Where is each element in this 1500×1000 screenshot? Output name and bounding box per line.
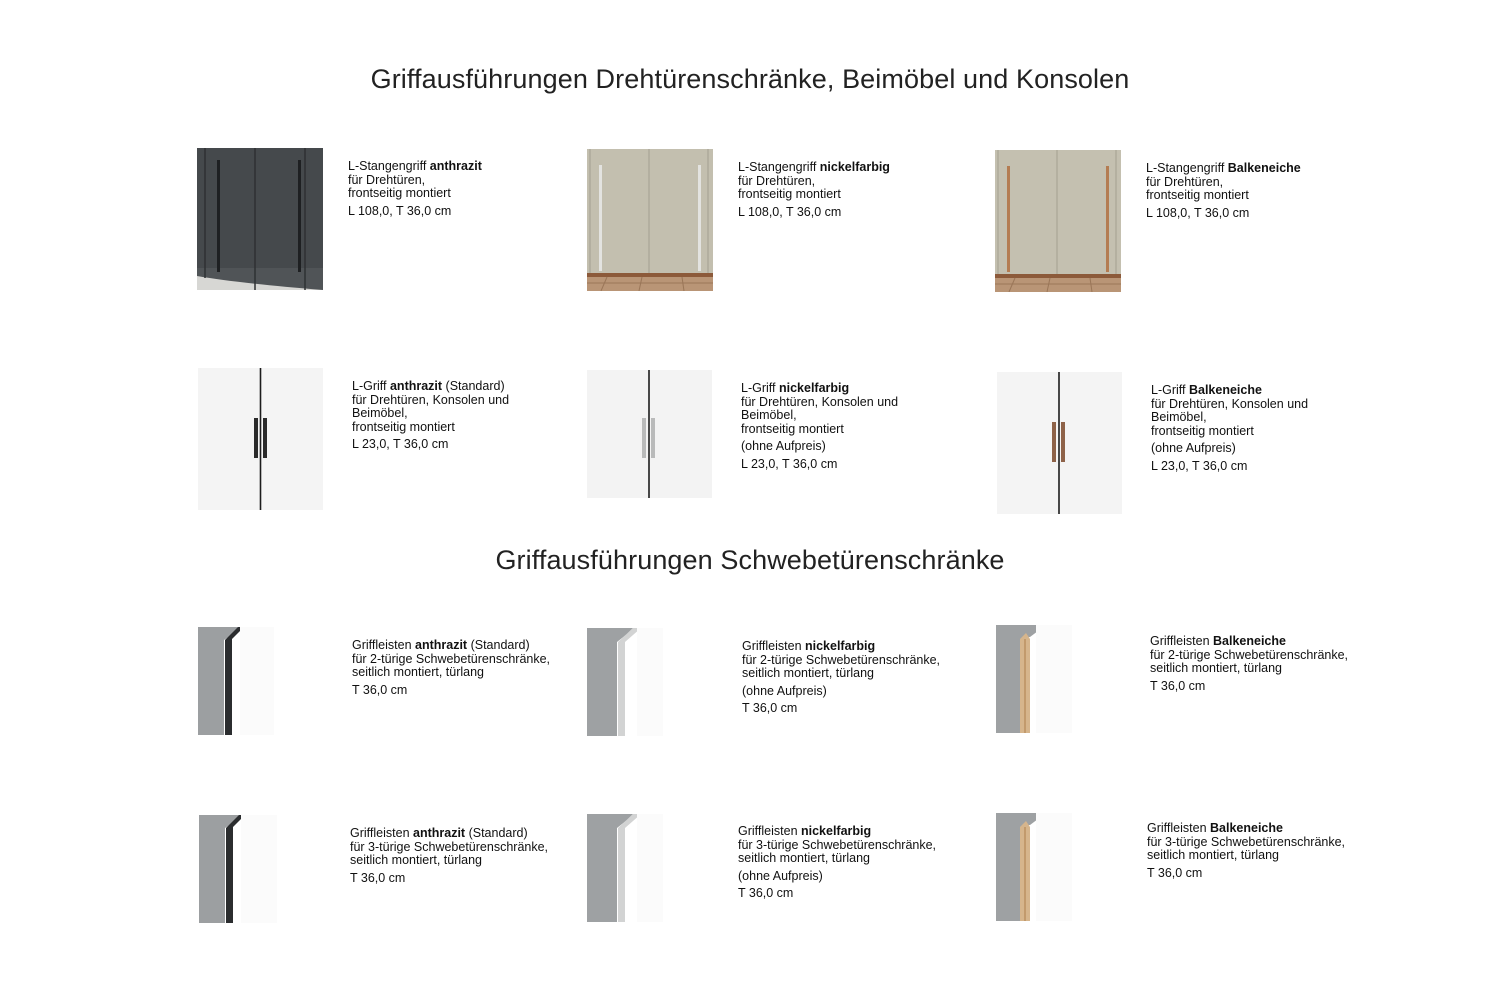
item-description bbox=[350, 827, 548, 885]
item-mounting: frontseitig montiert bbox=[738, 187, 841, 201]
item-usage: für 2-türige Schwebetürenschränke, bbox=[1150, 647, 1349, 662]
item-type: Griffleisten bbox=[350, 826, 413, 840]
l-bar-handle-nickelfarbig-icon bbox=[587, 149, 713, 291]
l-handle-balkeneiche-image bbox=[997, 372, 1122, 514]
item-description bbox=[1151, 384, 1308, 473]
item-usage: für Drehtüren, Konsolen und bbox=[741, 394, 899, 409]
item-finish: nickelfarbig bbox=[801, 824, 872, 838]
item-mounting: seitlich montiert, türlang bbox=[1150, 661, 1283, 675]
item-price-note: (ohne Aufpreis) bbox=[741, 439, 826, 453]
item-dimensions: T 36,0 cm bbox=[350, 870, 406, 885]
l-handle-nickelfarbig-image bbox=[587, 370, 712, 498]
item-finish: nickelfarbig bbox=[819, 160, 890, 174]
item-suffix: (Standard) bbox=[467, 638, 530, 652]
item-usage: für 2-türige Schwebetürenschränke, bbox=[352, 651, 551, 666]
item-description bbox=[738, 161, 890, 219]
item-type: Griffleisten bbox=[738, 824, 801, 838]
item-finish: nickelfarbig bbox=[805, 639, 876, 653]
grip-strip-nickelfarbig-icon bbox=[587, 628, 663, 736]
item-finish: anthrazit bbox=[389, 379, 443, 393]
item-mounting: seitlich montiert, türlang bbox=[1147, 848, 1280, 862]
item-suffix: (Standard) bbox=[465, 826, 528, 840]
item-mounting: frontseitig montiert bbox=[348, 186, 451, 200]
item-description bbox=[742, 640, 940, 716]
l-handle-anthrazit-icon bbox=[198, 368, 323, 510]
grip-strip-anthrazit-image bbox=[199, 815, 277, 923]
item-type: Griffleisten bbox=[742, 639, 805, 653]
item-mounting: seitlich montiert, türlang bbox=[350, 853, 483, 867]
item-usage: für Drehtüren, Konsolen und bbox=[352, 392, 510, 407]
item-usage: für Drehtüren, bbox=[1146, 174, 1224, 189]
item-dimensions: T 36,0 cm bbox=[738, 886, 794, 900]
section-title-schwebetueren: Griffausführungen Schwebetürenschränke bbox=[495, 545, 1005, 575]
item-dimensions: T 36,0 cm bbox=[742, 701, 798, 715]
grip-strip-nickelfarbig-icon bbox=[587, 814, 663, 922]
item-suffix: (Standard) bbox=[442, 379, 505, 393]
item-type: L-Griff bbox=[1151, 383, 1189, 397]
grip-strip-anthrazit-icon bbox=[198, 627, 274, 735]
item-price-note: (ohne Aufpreis) bbox=[742, 683, 827, 698]
item-description bbox=[1150, 635, 1348, 693]
item-finish: anthrazit bbox=[429, 159, 482, 173]
item-description bbox=[738, 825, 936, 901]
l-bar-handle-balkeneiche-image bbox=[995, 150, 1121, 292]
item-description bbox=[352, 380, 509, 452]
l-bar-handle-anthrazit-icon bbox=[197, 148, 323, 290]
item-dimensions: L 108,0, T 36,0 cm bbox=[738, 204, 842, 219]
grip-strip-balkeneiche-image bbox=[996, 813, 1072, 921]
l-bar-handle-nickelfarbig-image bbox=[587, 149, 713, 291]
item-type: L-Griff bbox=[352, 379, 390, 393]
item-usage-cont: Beimöbel, bbox=[352, 406, 408, 420]
item-description bbox=[352, 639, 550, 697]
grip-strip-balkeneiche-image bbox=[996, 625, 1072, 733]
item-finish: Balkeneiche bbox=[1188, 383, 1262, 397]
item-description bbox=[1147, 822, 1345, 880]
item-type: Griffleisten bbox=[1150, 634, 1213, 648]
item-mounting: seitlich montiert, türlang bbox=[742, 666, 875, 680]
item-type: Griffleisten bbox=[352, 638, 415, 652]
grip-strip-nickelfarbig-image bbox=[587, 814, 663, 922]
item-usage: für 2-türige Schwebetürenschränke, bbox=[742, 652, 941, 667]
l-handle-anthrazit-image bbox=[198, 368, 323, 510]
grip-strip-nickelfarbig-image bbox=[587, 628, 663, 736]
item-description bbox=[1146, 162, 1301, 220]
grip-strip-anthrazit-icon bbox=[199, 815, 277, 923]
l-bar-handle-anthrazit-image bbox=[197, 148, 323, 290]
item-mounting: frontseitig montiert bbox=[741, 421, 844, 436]
item-usage-cont: Beimöbel, bbox=[1151, 410, 1207, 424]
item-usage: für Drehtüren, bbox=[738, 173, 816, 188]
section-title-drehtueren: Griffausführungen Drehtürenschränke, Beimöbel und Konsolen bbox=[370, 64, 1130, 94]
item-usage-cont: Beimöbel, bbox=[741, 408, 797, 422]
item-type: L-Stangengriff bbox=[1146, 161, 1228, 175]
item-finish: Balkeneiche bbox=[1210, 821, 1283, 835]
item-usage: für 3-türige Schwebetürenschränke, bbox=[738, 837, 937, 852]
item-type: L-Griff bbox=[741, 381, 779, 395]
item-price-note: (ohne Aufpreis) bbox=[738, 868, 823, 883]
item-dimensions: T 36,0 cm bbox=[1150, 678, 1206, 693]
item-mounting: seitlich montiert, türlang bbox=[738, 851, 871, 865]
item-finish: anthrazit bbox=[415, 638, 468, 652]
l-bar-handle-balkeneiche-icon bbox=[995, 150, 1121, 292]
item-usage: für Drehtüren, Konsolen und bbox=[1151, 396, 1309, 411]
item-finish: nickelfarbig bbox=[778, 381, 850, 395]
grip-strip-anthrazit-image bbox=[198, 627, 274, 735]
item-mounting: seitlich montiert, türlang bbox=[352, 665, 485, 679]
item-dimensions: L 23,0, T 36,0 cm bbox=[1151, 458, 1248, 473]
item-dimensions: L 108,0, T 36,0 cm bbox=[348, 203, 452, 218]
grip-strip-balkeneiche-icon bbox=[996, 813, 1072, 921]
item-dimensions: L 23,0, T 36,0 cm bbox=[741, 456, 838, 471]
item-mounting: frontseitig montiert bbox=[1151, 423, 1254, 438]
l-handle-balkeneiche-icon bbox=[997, 372, 1122, 514]
item-dimensions: L 23,0, T 36,0 cm bbox=[352, 437, 449, 451]
item-dimensions: L 108,0, T 36,0 cm bbox=[1146, 205, 1250, 220]
item-type: L-Stangengriff bbox=[348, 159, 430, 173]
item-price-note: (ohne Aufpreis) bbox=[1151, 441, 1236, 455]
item-type: L-Stangengriff bbox=[738, 160, 820, 174]
item-dimensions: T 36,0 cm bbox=[352, 682, 408, 697]
item-dimensions: T 36,0 cm bbox=[1147, 865, 1203, 880]
item-mounting: frontseitig montiert bbox=[352, 419, 455, 434]
item-finish: Balkeneiche bbox=[1227, 161, 1301, 175]
item-type: Griffleisten bbox=[1147, 821, 1210, 835]
item-description bbox=[348, 160, 482, 218]
item-usage: für 3-türige Schwebetürenschränke, bbox=[1147, 834, 1346, 849]
item-finish: anthrazit bbox=[413, 826, 466, 840]
item-description bbox=[741, 382, 898, 471]
l-handle-nickelfarbig-icon bbox=[587, 370, 712, 498]
item-finish: Balkeneiche bbox=[1213, 634, 1286, 648]
item-usage: für 3-türige Schwebetürenschränke, bbox=[350, 839, 549, 854]
item-usage: für Drehtüren, bbox=[348, 172, 426, 187]
item-mounting: frontseitig montiert bbox=[1146, 188, 1249, 202]
grip-strip-balkeneiche-icon bbox=[996, 625, 1072, 733]
